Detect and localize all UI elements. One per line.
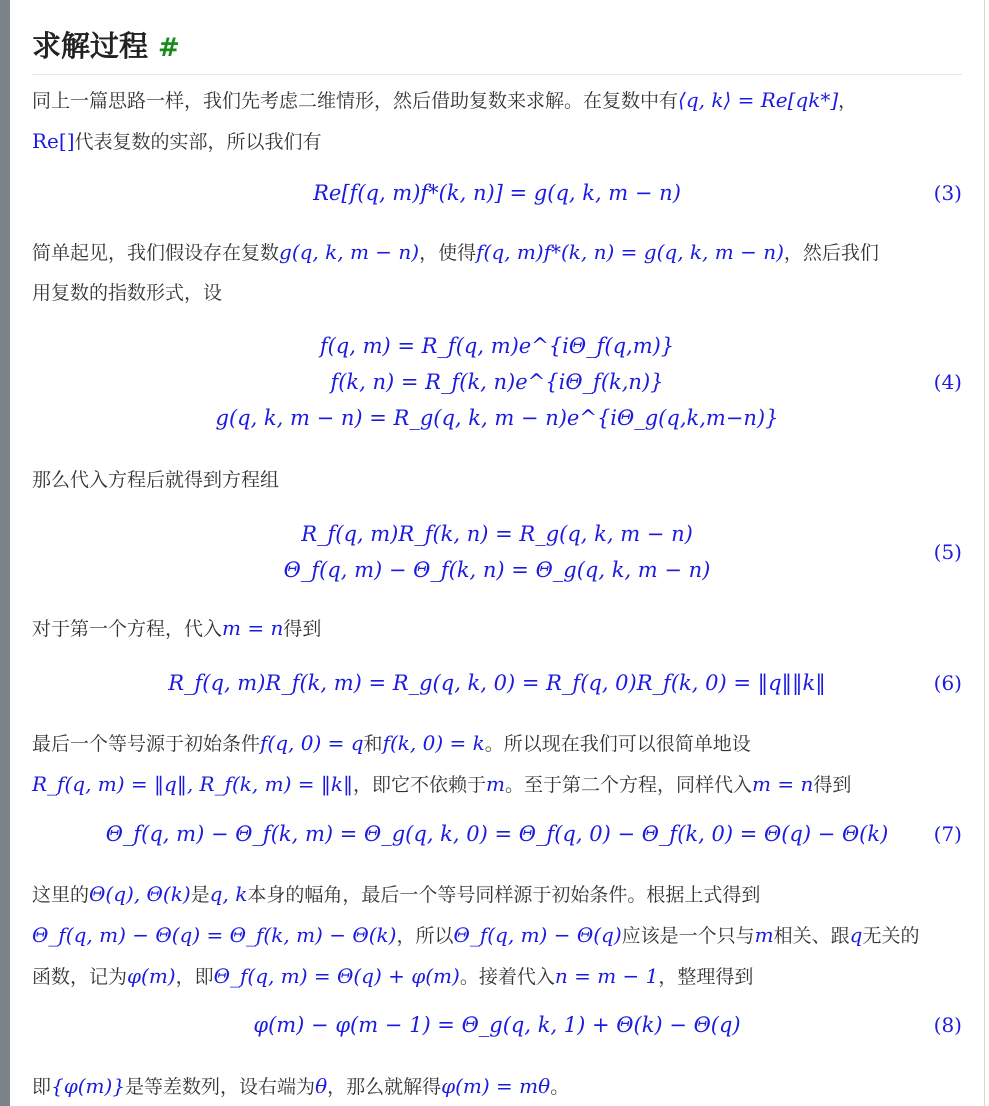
paragraph-7 — [32, 1066, 962, 1106]
equation-5-line: Θ_f(q, m) − Θ_f(k, n) = Θ_g(q, k, m − n) — [283, 558, 711, 582]
text-run: 和 — [363, 733, 383, 755]
math-phi-solution: φ(m) = mθ — [441, 1074, 551, 1098]
section-title: 求解过程 — [32, 29, 149, 63]
equation-7 — [32, 816, 962, 852]
text-run: ，即它不依赖于 — [353, 774, 487, 796]
equation-number: (5) — [933, 540, 962, 564]
text-run: 得到 — [283, 618, 322, 640]
text-run: ，所以 — [396, 925, 454, 947]
equation-number: (4) — [933, 370, 962, 394]
text-run: 是等差数列，设右端为 — [125, 1076, 316, 1098]
math-phi-seq: {φ(m)} — [51, 1074, 126, 1098]
text-run: ，整理得到 — [658, 966, 754, 988]
equation-5-line: R_f(q, m)R_f(k, n) = R_g(q, k, m − n) — [301, 522, 693, 546]
math-fg-relation: f(q, m)f*(k, n) = g(q, k, m − n) — [476, 240, 784, 264]
math-m: m — [754, 923, 774, 947]
equation-5 — [32, 516, 962, 588]
text-run: 无关的 — [862, 925, 920, 947]
text-run: 是 — [190, 884, 210, 906]
math-phi-m: φ(m) — [127, 964, 176, 988]
text-run: 。接着代入 — [459, 966, 555, 988]
math-re: Re[] — [32, 129, 75, 153]
text-run: ， — [838, 90, 858, 112]
text-run: 函数，记为 — [32, 966, 128, 988]
equation-3-body: Re[f(q, m)f*(k, n)] = g(q, k, m − n) — [313, 181, 681, 205]
heading-divider — [32, 74, 962, 75]
math-theta-diff: Θ_f(q, m) − Θ(q) — [453, 923, 622, 947]
math-n-eq: n = m − 1 — [554, 964, 659, 988]
paragraph-1 — [32, 80, 962, 162]
math-rf-norm: R_f(q, m) = ‖q‖, R_f(k, m) = ‖k‖ — [32, 772, 353, 796]
text-run: 。所以现在我们可以很简单地设 — [484, 733, 751, 755]
equation-number: (6) — [933, 671, 962, 695]
paragraph-4 — [32, 608, 962, 649]
text-run: 应该是一个只与 — [621, 925, 755, 947]
equation-7-body: Θ_f(q, m) − Θ_f(k, m) = Θ_g(q, k, 0) = Θ_f(q, 0) − Θ_f(k, 0) = Θ(q) − Θ(k) — [105, 822, 889, 846]
text-run: 用复数的指数形式，设 — [32, 282, 223, 304]
text-run: 最后一个等号源于初始条件 — [32, 733, 261, 755]
math-inner-product: ⟨q, k⟩ = Re[qk*] — [678, 88, 839, 112]
paragraph-2 — [32, 232, 962, 313]
text-run: 代表复数的实部，所以我们有 — [74, 131, 322, 153]
math-m-eq-n: m = n — [222, 616, 284, 640]
equation-4-line: f(q, m) = R_f(q, m)e^{iΘ_f(q,m)} — [319, 334, 675, 358]
text-run: ，然后我们 — [783, 242, 879, 264]
equation-8-body: φ(m) − φ(m − 1) = Θ_g(q, k, 1) + Θ(k) − Θ(q) — [253, 1013, 741, 1037]
text-run: 得到 — [813, 774, 852, 796]
text-run: 同上一篇思路一样，我们先考虑二维情形，然后借助复数来求解。在复数中有 — [32, 90, 679, 112]
math-m-eq-n: m = n — [752, 772, 814, 796]
text-run: ，使得 — [419, 242, 477, 264]
heading-anchor-link[interactable]: # — [158, 33, 180, 63]
math-init-k: f(k, 0) = k — [382, 731, 485, 755]
equation-4 — [32, 328, 962, 436]
equation-4-line: g(q, k, m − n) = R_g(q, k, m − n)e^{iΘ_g(q,k,m−n)} — [215, 406, 779, 430]
paragraph-5 — [32, 723, 962, 805]
equation-number: (3) — [933, 181, 962, 205]
math-m: m — [486, 772, 505, 796]
text-run: 本身的幅角，最后一个等号同样源于初始条件。根据上式得到 — [247, 884, 761, 906]
equation-6 — [32, 665, 962, 701]
math-init-q: f(q, 0) = q — [260, 731, 364, 755]
math-g: g(q, k, m − n) — [279, 240, 420, 264]
math-q: q — [849, 923, 863, 947]
math-theta-f-def: Θ_f(q, m) = Θ(q) + φ(m) — [213, 964, 460, 988]
equation-8 — [32, 1007, 962, 1043]
math-theta-qk: Θ(q), Θ(k) — [89, 882, 191, 906]
equation-number: (8) — [933, 1013, 962, 1037]
left-scroll-bar — [0, 0, 10, 1106]
paragraph-3 — [32, 460, 962, 500]
math-theta: θ — [315, 1074, 328, 1098]
text-run: ，即 — [175, 966, 214, 988]
text-run: 相关、跟 — [773, 925, 850, 947]
equation-number: (7) — [933, 822, 962, 846]
text-run: 。 — [550, 1076, 570, 1098]
equation-4-line: f(k, n) = R_f(k, n)e^{iΘ_f(k,n)} — [330, 370, 664, 394]
math-theta-diff-eq: Θ_f(q, m) − Θ(q) = Θ_f(k, m) − Θ(k) — [32, 923, 397, 947]
equation-6-body: R_f(q, m)R_f(k, m) = R_g(q, k, 0) = R_f(q, 0)R_f(k, 0) = ‖q‖‖k‖ — [168, 671, 826, 695]
right-border — [984, 0, 985, 1106]
text-run: 。至于第二个方程，同样代入 — [504, 774, 752, 796]
math-qk: q, k — [209, 882, 248, 906]
text-run: 那么代入方程后就得到方程组 — [32, 469, 280, 491]
text-run: 对于第一个方程，代入 — [32, 618, 223, 640]
text-run: 简单起见，我们假设存在复数 — [32, 242, 280, 264]
text-run: ，那么就解得 — [327, 1076, 442, 1098]
section-heading — [32, 26, 180, 68]
equation-3 — [32, 175, 962, 211]
paragraph-6 — [32, 874, 962, 997]
text-run: 这里的 — [32, 884, 90, 906]
text-run: 即 — [32, 1076, 52, 1098]
